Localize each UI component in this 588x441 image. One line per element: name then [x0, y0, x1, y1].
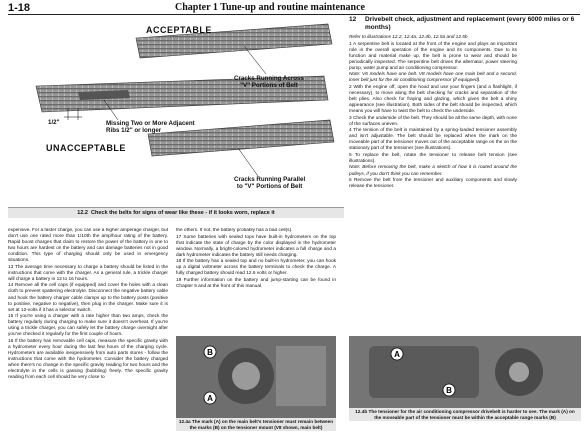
belt-figure-caption: 12.2 Check the belts for signs of wear like these - if it looks worn, replace it [8, 207, 344, 218]
note-v6: Note: V6 models have one belt. V8 models have one main belt and a second, inner belt just for the air conditioning compressor (if equipped). [349, 72, 517, 84]
photo-b-label-a: A [394, 350, 400, 359]
dimension-label: 1/2" [48, 119, 60, 126]
callout-cracks-parallel: Cracks Running Parallel to "V" Portions of Belt [234, 176, 306, 190]
acceptable-label: ACCEPTABLE [146, 25, 212, 35]
note-drawing: Note: Before removing the belt, make a sketch of how it is routed around the pulleys, if you don't think you can remember. [349, 165, 517, 177]
chapter-title: Chapter 1 Tune-up and routine maintenance [175, 2, 365, 13]
photo-b-label-b: B [446, 386, 452, 395]
middle-text-column: the others. If not, the battery probably has a bad cell(s). 17 Some batteries with sealed tops have built-in hydrometers on the top that indicate the state of charge by the color displayed in the hydrometer window. Normally, a bright-colored hydrometer indicates a full charge and a dark hydrometer indicates the battery still needs charging. 18 If the battery has a sealed top and no built-in hydrometer, you can hook up a digital voltmeter across the battery terminals to check the charge. A fully charged battery should read 12.6 volts or higher. 19 Further information on the battery and jump-starting can be found in Chapter 5 and at the front of this manual. [176, 228, 336, 289]
section-heading: 12 Drivebelt check, adjustment and replacement (every 6000 miles or 6 months) [349, 16, 575, 31]
left-text-column: expensive. For a faster charge, you can use a higher amperage charger, but don't use one rated more than 1/10th the amp/hour rating of the battery. Rapid boost charges that claim to restore the power of the battery in one to two hours are hardest on the battery and can damage batteries not in good condition. This type of charging should only be used in emergency situations. 13 The average time necessary to charge a battery should be listed in the instructions that come with the charger. As a general rule, a trickle charger will charge a battery in 12 to 16 hours. 14 Remove all the cell caps (if equipped) and cover the holes with a clean cloth to prevent spattering electrolyte. Disconnect the negative battery cable and hook the battery charger cable clamps up to the battery posts (positive to positive, negative to negative), then plug in the charger. Make sure it is set at 12-volts if it has a selector switch. 15 If you're using a charger with a rate higher than two amps, check the battery regularly during charging to make sure it doesn't overheat. If you're using a trickle charger, you can safely let the battery charge overnight after you've checked it regularly for the first couple of hours. 16 If the battery has removable cell caps, measure the specific gravity with a hydrometer every hour during the last few hours of the charging cycle. Hydrometers are available inexpensively from auto parts stores - follow the instructions that come with the hydrometer. Consider the battery charged when there's no change in the specific gravity reading for two hours and the electrolyte in the cells is gassing (bubbling) freely. The specific gravity reading from each cell should be very close to [8, 228, 168, 381]
callout-cracks-v: Cracks Running Across "V" Portions of Belt [234, 75, 304, 89]
photo-a-caption: 12.4a The mark (A) on the main belt's tensioner must remain between the marks (B) on the tensioner mount (V8 shown, main belt) [176, 418, 336, 431]
tensioner-photo-a [176, 336, 336, 418]
belt-figure [8, 16, 344, 223]
header-rule [8, 14, 580, 15]
photo-b-caption: 12.4b The tensioner for the air conditioning compressor drivebelt is harder to see. The mark (A) on the moveable part of the tensioner must be within the acceptable range marks (B) [349, 408, 581, 421]
photo-12-4b [349, 336, 581, 439]
page-number: 1-18 [8, 2, 31, 14]
right-text-column: 12 Drivebelt check, adjustment and replacement (every 6000 miles or 6 months) Refer to illustrations 12.2, 12.4a, 12.4b, 12.5a and 12.5b 1 A serpentine belt is located at the front of the engine and plays an important role in the overall operation of the engine and its components. Due to its function and material make up, the belt is prone to wear and should be periodically inspected. The serpentine belt drives the alternator, power steering pump, water pump and air conditioning compressor. Note: V6 models have one belt. V8 models have one main belt and a second, inner belt just for the air conditioning compressor (if equipped). 2 With the engine off, open the hood and use your fingers (and a flashlight, if necessary), to move along the belt checking for cracks and separation of the belt plies. Also check for fraying and glazing, which gives the belt a shiny appearance (see illustration). Both sides of the belt should be inspected, which means you will have to twist the belt to check the underside. 3 Check the underside of the belt. They should be all the same depth, with none of the surfaces uneven. 4 The tension of the belt is maintained by a spring-loaded tensioner assembly and isn't adjustable. The belt should be replaced when the mark on the moveable part of the tensioner moves out of the acceptable range on the on the stationary part of the tensioner (see illustrations). 5 To replace the belt, rotate the tensioner to release belt tension (see illustrations). Note: Before removing the belt, make a sketch of how it is routed around the pulleys, if you don't think you can remember. 6 Remove the belt from the tensioner and auxiliary components and slowly release the tensioner. [349, 16, 581, 328]
tensioner-photo-b [349, 336, 581, 408]
photo-12-4a [176, 336, 336, 439]
photo-a-label-b: B [207, 348, 213, 357]
callout-missing-ribs: Missing Two or More Adjacent Ribs 1/2" or longer [106, 120, 195, 134]
photo-a-label-a: A [207, 394, 213, 403]
unacceptable-label: UNACCEPTABLE [46, 143, 126, 153]
section-intro: Refer to illustrations 12.2, 12.4a, 12.4b, 12.5a and 12.5b [349, 35, 468, 40]
